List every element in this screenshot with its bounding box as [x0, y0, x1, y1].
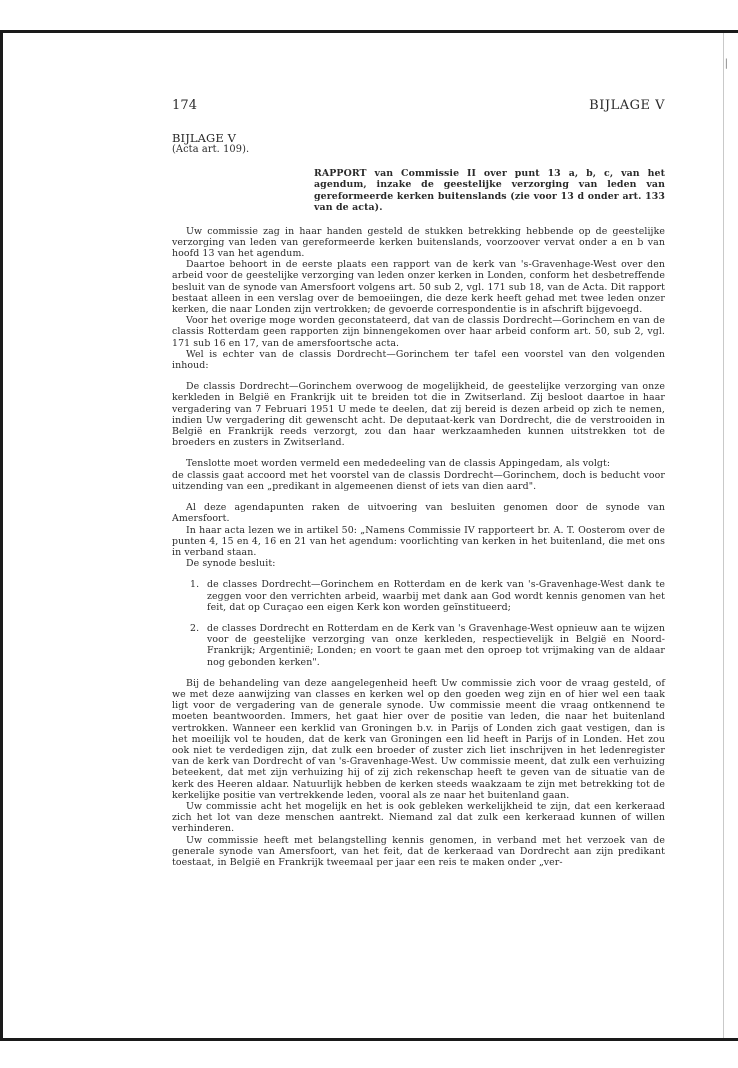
paragraph-8: In haar acta lezen we in artikel 50: „Namens Commissie IV rapporteert br. A. T. Oosterom over de punten 4, 15 en 4, 16 en 21 van het agendum: voorlichting van kerken in het buitenland, die met ons in verband staan.: [172, 524, 665, 558]
list-item-number: 1.: [190, 579, 200, 591]
list-item: [190, 622, 665, 668]
paragraph-12: Uw commissie heeft met belangstelling kennis genomen, in verband met het verzoek van de generale synode van Amersfoort, van het feit, dat de kerkeraad van Dordrecht aan zijn predikant toestaat, in België en Frankrijk tweemaal per jaar een reis te maken onder „ver-: [172, 834, 665, 868]
paragraph-4: Wel is echter van de classis Dordrecht—Gorinchem ter tafel een voorstel van den volgenden inhoud:: [172, 348, 665, 372]
paragraph-10: Bij de behandeling van deze aangelegenheid heeft Uw commissie zich voor de vraag gesteld, of we met deze aanwijzing van classes en kerken wel op den goeden weg zijn en of hier wel een taak ligt voor de vergadering van de generale synode. Uw commissie meent die vraag ontkennend te moeten beantwoorden. Immers, het gaat hier over de positie van leden, die naar het buitenland vertrokken. Wanneer een kerklid van Groningen b.v. in Parijs of Londen zich gaat vestigen, dan is het moeilijk vol te houden, dat de kerk van Groningen een lid heeft in Parijs of in Londen. Het zou ook niet te verdedigen zijn, dat zulk een broeder of zuster zich liet inschrijven in het ledenregister van de kerk van Dordrecht of van 's-Gravenhage-West. Uw commissie meent, dat zulk een verhuizing beteekent, dat met zijn verhuizing hij of zij zich rekenschap heeft te geven van de situatie van de kerk des Heeren aldaar. Natuurlijk hebben de kerken steeds waakzaam te zijn met betrekking tot de kerkelijke positie van vertrekkende leden, vooral als ze naar het buitenland gaan.: [172, 677, 665, 801]
scan-mark: |: [724, 58, 728, 69]
report-title-lead: RAPPORT: [314, 168, 367, 179]
paragraph-3: Voor het overige moge worden geconstateerd, dat van de classis Dordrecht—Gorinchem en van de classis Rotterdam geen rapporten zijn binnengekomen over haar arbeid conform art. 50, sub 2, vgl. 171 sub 16 en 17, van de amersfoortsche acta.: [172, 315, 665, 349]
list-item-text: de classes Dordrecht en Rotterdam en de Kerk van 's Gravenhage-West opnieuw aan te wijzen voor de geestelijke verzorging van onze kerkleden, respectievelijk in België en Noord-Frankrijk; Argentinië; Londen; en voort te gaan met den oproep tot vrijmaking van de aldaar nog gebonden kerken".: [207, 622, 665, 668]
spacer: [172, 492, 665, 502]
paragraph-11: Uw commissie acht het mogelijk en het is ook gebleken werkelijkheid te zijn, dat een kerkeraad zich het lot van deze menschen aantrekt. Niemand zal dat zulk een kerkeraad kunnen of willen verhinderen.: [172, 800, 665, 835]
scan-margin: [0, 0, 738, 30]
appendix-reference: (Acta art. 109).: [172, 144, 250, 155]
document-page: [172, 100, 665, 868]
page-number: 174: [172, 98, 198, 113]
list-item: [190, 579, 665, 613]
paragraph-6a: Tenslotte moet worden vermeld een mededeeling van de classis Appingedam, als volgt:: [186, 458, 611, 470]
page-header: [172, 100, 665, 132]
paragraph-7: Al deze agendapunten raken de uitvoering van besluiten genomen door de synode van Amersfoort.: [172, 502, 665, 525]
list-item-text: de classes Dordrecht—Gorinchem en Rotterdam en de kerk van 's-Gravenhage-West dank te zeggen voor den verrichten arbeid, waarbij met dank aan God wordt kennis genomen van het feit, dat op Curaçao een eigen Kerk kon worden geïnstitueerd;: [207, 579, 665, 613]
paragraph-9: De synode besluit:: [186, 558, 276, 570]
scan-border-top: [0, 30, 738, 33]
spacer: [172, 371, 665, 381]
scan-border-bottom: [0, 1038, 738, 1041]
page-edge: [723, 33, 724, 1038]
scan-border-left: [0, 30, 3, 1040]
running-title: BIJLAGE V: [589, 98, 665, 113]
paragraph-6b: de classis gaat accoord met het voorstel van de classis Dordrecht—Gorinchem, doch is beducht voor uitzending van een „predikant in algemeenen dienst of iets van dien aard".: [172, 469, 665, 492]
report-title-rest: van Commissie II over punt 13 a, b, c, van het agendum, inzake de geestelijke verzorging van leden van gereformeerde kerken buitenslands (zie voor 13 d onder art. 133 van de acta).: [314, 168, 665, 214]
report-title: [314, 168, 665, 214]
paragraph-5: De classis Dordrecht—Gorinchem overwoog de mogelijkheid, de geestelijke verzorging van onze kerkleden in België en Frankrijk uit te breiden tot die in Zwitserland. Zij besloot daartoe in haar vergadering van 7 Februari 1951 U mede te deelen, dat zij bereid is dezen arbeid op zich te nemen, indien Uw vergadering dit gewenscht acht. De deputaat-kerk van Dordrecht, die de verstrooiden in België en Frankrijk reeds verzorgt, zou dan haar werkzaamheden kunnen uitstrekken tot de broeders en zusters in Zwitserland.: [172, 381, 665, 449]
paragraph-1: Uw commissie zag in haar handen gesteld de stukken betrekking hebbende op de geestelijke verzorging van leden van gereformeerde kerken buitenslands, voorzoover vervat onder a en b van hoofd 13 van het agendum.: [172, 225, 665, 260]
decision-list: [172, 579, 665, 667]
spacer: [172, 448, 665, 458]
paragraph-2: Daartoe behoort in de eerste plaats een rapport van de kerk van 's-Gravenhage-West over den arbeid voor de geestelijke verzorging van leden onzer kerken in Londen, conform het desbetreffende besluit van de synode van Amersfoort volgens art. 50 sub 2, vgl. 171 sub 18, van de Acta. Dit rapport bestaat alleen in een verslag over de bemoeiingen, die deze kerk heeft gehad met twee leden onzer kerken, die naar Londen zijn vertrokken; de gevoerde correspondentie is in afschrift bijgevoegd.: [172, 259, 665, 316]
spacer: [172, 569, 665, 579]
list-item-number: 2.: [190, 622, 200, 634]
appendix-label: BIJLAGE V: [172, 131, 236, 145]
